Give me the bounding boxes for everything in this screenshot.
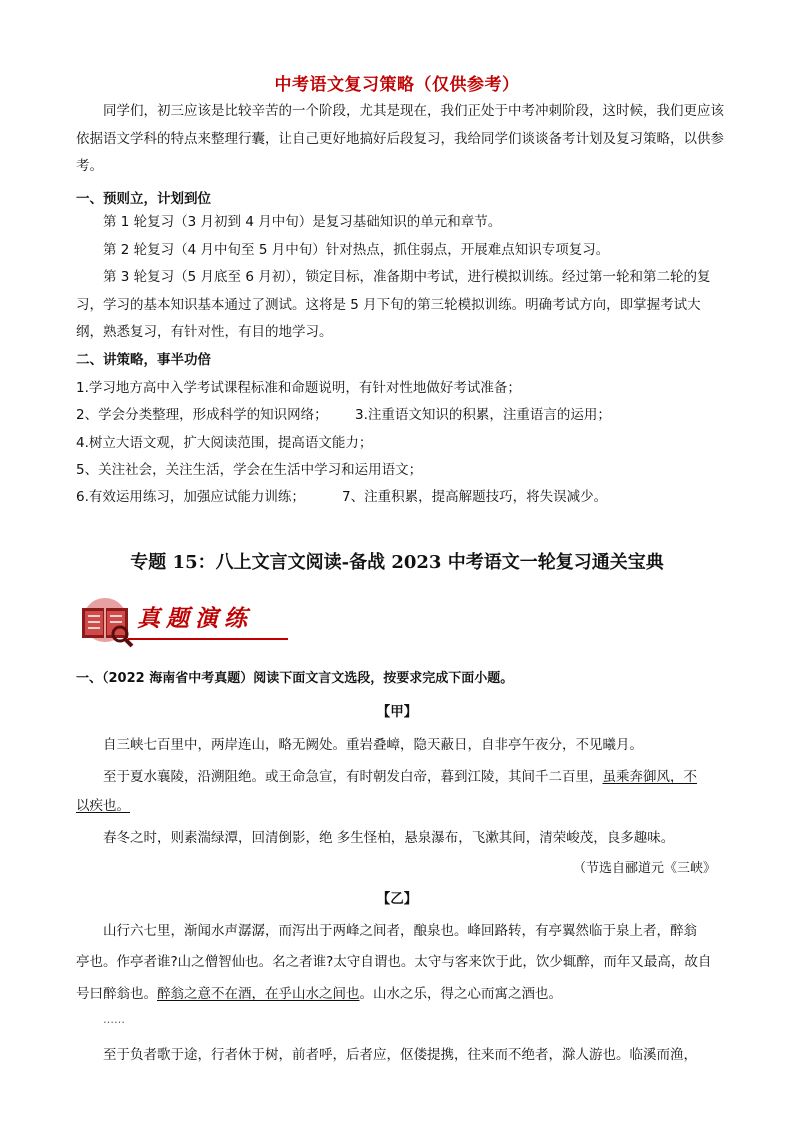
passage-a-underlined-a: 虽乘奔御风，不 bbox=[602, 769, 697, 785]
plan-item-2: 第 2 轮复习（4 月中旬至 5 月中旬）针对热点，抓住弱点，开展难点知识专项复习。 bbox=[103, 242, 610, 258]
passage-a-source: （节选自郦道元《三峡》 bbox=[572, 861, 716, 876]
strategy-3: 3.注重语文知识的积累，注重语言的运用； bbox=[355, 407, 611, 423]
page-title: 中考语文复习策略（仅供参考） bbox=[274, 75, 520, 95]
passage-b-ellipsis: …… bbox=[103, 1013, 125, 1026]
practice-banner bbox=[76, 596, 288, 648]
question-header bbox=[76, 667, 513, 686]
section1-heading: 一、预则立，计划到位 bbox=[76, 191, 211, 207]
strategy-1: 1.学习地方高中入学考试课程标准和命题说明，有针对性地做好考试准备； bbox=[76, 380, 521, 396]
passage-b-line3-start: 号曰醉翁也。 bbox=[76, 986, 157, 1002]
passage-b-line2: 亭也。作亭者谁?山之僧智仙也。名之者谁?太守自谓也。太守与客来饮于此，饮少辄醉，而年又最高，故自 bbox=[76, 954, 712, 970]
passage-a-underlined-b: 以疾也。 bbox=[76, 798, 130, 814]
strategy-5: 5、关注社会，关注生活，学会在生活中学习和运用语文； bbox=[76, 462, 423, 478]
passage-b-p2: 至于负者歌于途，行者休于树，前者呼，后者应，伛偻提携，往来而不绝者，滁人游也。临溪而渔， bbox=[103, 1047, 697, 1063]
banner-divider bbox=[128, 638, 288, 640]
question-source: （2022 海南省中考真题） bbox=[102, 671, 254, 686]
section2-heading: 二、讲策略，事半功倍 bbox=[76, 352, 211, 368]
passage-b-line3 bbox=[76, 982, 562, 1002]
passage-a-p1: 自三峡七百里中，两岸连山，略无阙处。重岩叠嶂，隐天蔽日，自非亭午夜分，不见曦月。 bbox=[103, 737, 643, 753]
question-prompt: 阅读下面文言文选段，按要求完成下面小题。 bbox=[253, 671, 514, 686]
strategy-7: 7、注重积累，提高解题技巧，将失误减少。 bbox=[342, 489, 608, 505]
passage-b-line1: 山行六七里，渐闻水声潺潺，而泻出于两峰之间者，酿泉也。峰回路转，有亭翼然临于泉上者，醉翁 bbox=[103, 923, 697, 939]
plan-item-3: 第 3 轮复习（5 月底至 6 月初），锁定目标，准备期中考试，进行模拟训练。经过第一轮和第二轮的复习，学习的基本知识基本通过了测试。这将是 5 月下旬的第三轮模拟训练。明确考试方向，即掌握考试大纲，熟悉复习，有针对性，有目的地学习。 bbox=[76, 269, 711, 340]
banner-label: 真题演练 bbox=[137, 605, 253, 632]
intro-paragraph: 同学们，初三应该是比较辛苦的一个阶段，尤其是现在，我们正处于中考冲刺阶段，这时候，我们更应该依据语文学科的特点来整理行囊，让自己更好地搞好后段复习，我给同学们谈谈备考计划及复习策略，以供参考。 bbox=[76, 103, 724, 174]
passage-b-label: 【乙】 bbox=[376, 891, 418, 907]
strategy-6: 6.有效运用练习，加强应试能力训练； bbox=[76, 489, 305, 505]
strategy-4: 4.树立大语文观，扩大阅读范围，提高语文能力； bbox=[76, 435, 373, 451]
plan-item-1: 第 1 轮复习（3 月初到 4 月中旬）是复习基础知识的单元和章节。 bbox=[103, 214, 502, 230]
question-number: 一、 bbox=[76, 671, 103, 686]
passage-a-p3: 春冬之时，则素湍绿潭，回清倒影，绝 多生怪柏，悬泉瀑布，飞漱其间，清荣峻茂，良多趣味。 bbox=[103, 830, 675, 846]
topic-title: 专题 15：八上文言文阅读-备战 2023 中考语文一轮复习通关宝典 bbox=[130, 552, 664, 573]
passage-a-p2-line1 bbox=[103, 765, 697, 785]
passage-b-line3-end: 。山水之乐，得之心而寓之酒也。 bbox=[359, 986, 562, 1002]
passage-a-label: 【甲】 bbox=[376, 704, 418, 720]
passage-a-p2-line2 bbox=[76, 794, 130, 814]
book-icon bbox=[76, 596, 136, 648]
passage-b-underlined: 醉翁之意不在酒，在乎山水之间也 bbox=[157, 986, 360, 1002]
strategy-2: 2、学会分类整理，形成科学的知识网络； bbox=[76, 407, 328, 423]
passage-a-p2-text: 至于夏水襄陵，沿溯阻绝。或王命急宣，有时朝发白帝，暮到江陵，其间千二百里， bbox=[103, 769, 603, 785]
